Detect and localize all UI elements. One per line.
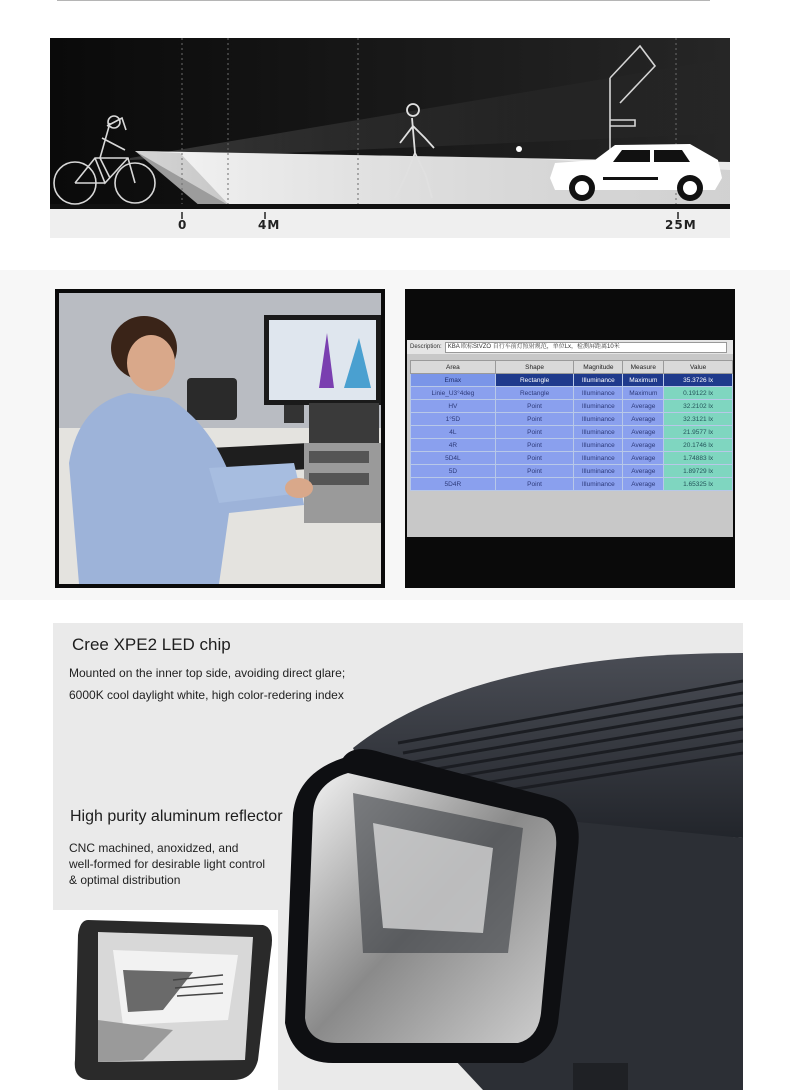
col-header-shape: Shape: [495, 361, 574, 374]
beam-distance-banner: [50, 38, 730, 238]
col-header-value: Value: [664, 361, 733, 374]
table-cell: Average: [623, 465, 664, 478]
lab-scene-image: [59, 293, 381, 584]
night-road-illustration: [50, 38, 730, 238]
table-cell: Emax: [411, 374, 496, 387]
table-row[interactable]: [411, 387, 733, 400]
table-cell: 20.1746 lx: [664, 439, 733, 452]
illuminance-table: [410, 360, 733, 491]
reflector-closeup-image: [53, 910, 278, 1090]
table-cell: 1°5D: [411, 413, 496, 426]
table-cell: Average: [623, 478, 664, 491]
product-feature-section: [53, 623, 743, 1090]
led-chip-title: Cree XPE2 LED chip: [72, 635, 231, 654]
table-cell: Illuminance: [574, 387, 623, 400]
engineer-testing-photo: [55, 289, 385, 588]
table-cell: Average: [623, 452, 664, 465]
reflector-title: High purity aluminum reflector: [70, 808, 283, 825]
table-cell: 4R: [411, 439, 496, 452]
table-cell: HV: [411, 400, 496, 413]
table-cell: Illuminance: [574, 452, 623, 465]
table-cell: Illuminance: [574, 465, 623, 478]
measurement-software-screenshot: [405, 289, 735, 588]
table-row[interactable]: [411, 478, 733, 491]
table-cell: Maximum: [623, 374, 664, 387]
table-row[interactable]: [411, 465, 733, 478]
table-row[interactable]: [411, 374, 733, 387]
top-divider: [57, 0, 710, 1]
table-cell: Rectangle: [495, 374, 574, 387]
col-header-area: Area: [411, 361, 496, 374]
table-cell: 1.74883 lx: [664, 452, 733, 465]
table-cell: 4L: [411, 426, 496, 439]
table-cell: Point: [495, 426, 574, 439]
table-row[interactable]: [411, 400, 733, 413]
table-cell: Illuminance: [574, 400, 623, 413]
distance-label-4m: 4M: [258, 218, 281, 232]
table-cell: Average: [623, 426, 664, 439]
table-cell: Illuminance: [574, 439, 623, 452]
led-chip-desc-line-1: Mounted on the inner top side, avoiding direct glare;: [69, 666, 346, 680]
distance-label-0: 0: [178, 218, 188, 232]
table-row[interactable]: [411, 452, 733, 465]
description-label: Description:: [410, 344, 442, 350]
col-header-measure: Measure: [623, 361, 664, 374]
table-cell: 1.89729 lx: [664, 465, 733, 478]
table-cell: 5D4R: [411, 478, 496, 491]
col-header-magnitude: Magnitude: [574, 361, 623, 374]
table-cell: Linie_U3°4deg: [411, 387, 496, 400]
table-cell: Illuminance: [574, 374, 623, 387]
table-cell: Point: [495, 400, 574, 413]
table-cell: 0.19122 lx: [664, 387, 733, 400]
reflector-desc-line-1: CNC machined, anoxidzed, and: [69, 841, 239, 855]
table-cell: Maximum: [623, 387, 664, 400]
table-cell: 1.65325 lx: [664, 478, 733, 491]
table-cell: Illuminance: [574, 426, 623, 439]
reflector-render: [53, 910, 278, 1090]
table-cell: Illuminance: [574, 413, 623, 426]
led-chip-desc-line-2: 6000K cool daylight white, high color-redering index: [69, 688, 344, 702]
table-cell: 5D: [411, 465, 496, 478]
table-cell: 32.3121 lx: [664, 413, 733, 426]
table-cell: 32.2102 lx: [664, 400, 733, 413]
table-cell: Rectangle: [495, 387, 574, 400]
table-cell: 21.9577 lx: [664, 426, 733, 439]
table-cell: Point: [495, 413, 574, 426]
distance-label-25m: 25M: [665, 218, 697, 232]
table-cell: 5D4L: [411, 452, 496, 465]
reflector-desc-line-3: & optimal distribution: [69, 873, 181, 887]
description-bar: [407, 340, 733, 354]
table-cell: Point: [495, 478, 574, 491]
table-row[interactable]: [411, 426, 733, 439]
table-cell: Point: [495, 465, 574, 478]
description-field: KBA 欧标StVZO 自行车前灯照射规范，单位Lx，检测屏距离10米: [445, 342, 727, 353]
table-row[interactable]: [411, 439, 733, 452]
reflector-desc-line-2: well-formed for desirable light control: [69, 857, 266, 871]
table-cell: Average: [623, 400, 664, 413]
table-cell: Point: [495, 439, 574, 452]
table-cell: Point: [495, 452, 574, 465]
table-row[interactable]: [411, 413, 733, 426]
table-cell: Average: [623, 439, 664, 452]
software-panel: [407, 340, 733, 537]
table-cell: Average: [623, 413, 664, 426]
table-cell: 35.3726 lx: [664, 374, 733, 387]
table-cell: Illuminance: [574, 478, 623, 491]
